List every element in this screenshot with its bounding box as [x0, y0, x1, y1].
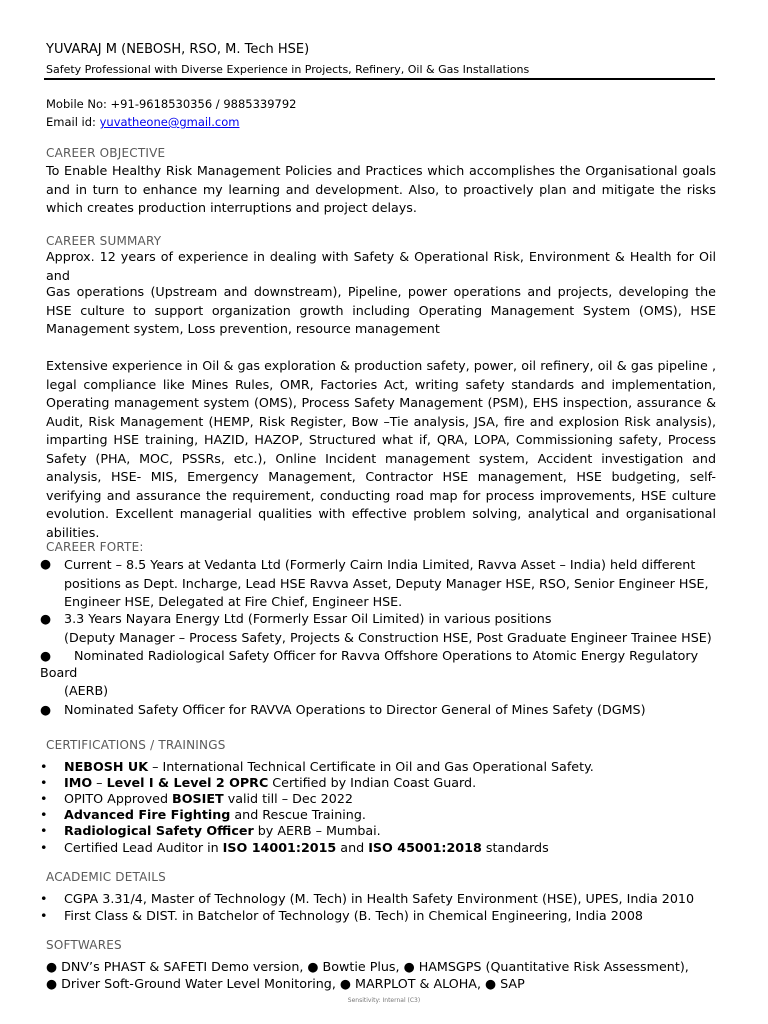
email-label: Email id: [46, 115, 96, 129]
cert-nebosh: • NEBOSH UK – International Technical Certificate in Oil and Gas Operational Safety. [40, 759, 594, 774]
forte-bullet-4: ● [40, 702, 52, 717]
certifications-heading: CERTIFICATIONS / TRAININGS [46, 738, 226, 752]
career-summary-para1: Gas operations (Upstream and downstream), Pipeline, power operations and projects, developing the HSE culture to support organization growth including Operating Management System (OMS), HSE Management system, Loss prevention, resource management [46, 284, 716, 336]
forte-item-rso-aerb: (AERB) [64, 683, 109, 698]
forte-bullet-2: ● [40, 611, 52, 626]
sensitivity-label: Sensitivity: Internal (C3) [347, 997, 421, 1004]
cert-imo: • IMO – Level I & Level 2 OPRC Certified by Indian Coast Guard. [40, 775, 477, 790]
cert-rso: • Radiological Safety Officer by AERB – Mumbai. [40, 823, 381, 838]
credentials: (NEBOSH, RSO, M. Tech HSE) [121, 42, 310, 57]
forte-item-rso: Nominated Radiological Safety Officer for Ravva Offshore Operations to Atomic Energy Regulatory [74, 648, 699, 663]
academic-heading: ACADEMIC DETAILS [46, 870, 166, 884]
mobile-number: Mobile No: +91-9618530356 / 9885339792 [46, 97, 297, 111]
softwares-line-1: ● DNV’s PHAST & SAFETI Demo version, ● Bowtie Plus, ● HAMSGPS (Quantitative Risk Assessment), [46, 959, 689, 974]
email-link[interactable]: yuvatheone@gmail.com [99, 115, 240, 129]
academic-mtech: • CGPA 3.31/4, Master of Technology (M. Tech) in Health Safety Environment (HSE), UPES, India 2010 [40, 891, 695, 906]
career-objective-text: To Enable Healthy Risk Management Policies and Practices which accomplishes the Organisational goals and in turn to enhance my learning and development. Also, to proactively plan and mitigate the risks which creates production interruptions and project delays. [46, 163, 716, 215]
softwares-heading: SOFTWARES [46, 938, 122, 952]
email-row [46, 115, 239, 129]
forte-item-nayara-positions: (Deputy Manager – Process Safety, Projects & Construction HSE, Post Graduate Engineer Trainee HSE) [64, 630, 712, 645]
forte-bullet-1: ● [40, 556, 52, 571]
forte-bullet-3: ● [40, 648, 52, 663]
cert-bosiet: • OPITO Approved BOSIET valid till – Dec 2022 [40, 791, 353, 806]
forte-item-nayara: 3.3 Years Nayara Energy Ltd (Formerly Essar Oil Limited) in various positions [64, 611, 552, 626]
forte-item-vedanta: Current – 8.5 Years at Vedanta Ltd (Formerly Cairn India Limited, Ravva Asset – India) held different positions as Dept. Incharge, Lead HSE Ravva Asset, Deputy Manager HSE, RSO, Senior Engineer HSE, Engineer HSE, Delegated at Fire Chief, Engineer HSE. [64, 557, 709, 609]
cert-fire-fighting: • Advanced Fire Fighting and Rescue Training. [40, 807, 366, 822]
header-divider [44, 78, 715, 80]
forte-item-dgms: Nominated Safety Officer for RAVVA Operations to Director General of Mines Safety (DGMS) [64, 702, 646, 717]
career-objective-heading: CAREER OBJECTIVE [46, 146, 166, 160]
softwares-line-2: ● Driver Soft-Ground Water Level Monitoring, ● MARPLOT & ALOHA, ● SAP [46, 976, 525, 991]
career-summary-para2: Extensive experience in Oil & gas exploration & production safety, power, oil refinery, oil & gas pipeline , legal compliance like Mines Rules, OMR, Factories Act, writing safety standards and implementation, Operating management system (OMS), Process Safety Management (PSM), EHS inspection, assurance & Audit, Risk Management (HEMP, Risk Register, Bow –Tie analysis, JSA, fire and explosion Risk analysis), imparting HSE training, HAZID, HAZOP, Structured what if, QRA, LOPA, Commissioning safety, Process Safety (PHA, MOC, PSSRs, etc.), Online Incident management system, Accident investigation and analysis, HSE- MIS, Emergency Management, Contractor HSE management, HSE budgeting, self- verifying and assurance the requirement, conducting road map for process improvements, HSE culture evolution. Excellent managerial qualities with effective problem solving, analytical and organisational abilities. [46, 358, 716, 540]
tagline: Safety Professional with Diverse Experience in Projects, Refinery, Oil & Gas Installations [46, 63, 530, 76]
cert-lead-auditor: • Certified Lead Auditor in ISO 14001:2015 and ISO 45001:2018 standards [40, 840, 549, 855]
forte-item-rso-board: Board [40, 665, 78, 680]
candidate-name: YUVARAJ M (NEBOSH, RSO, M. Tech HSE) [46, 42, 310, 57]
academic-btech: • First Class & DIST. in Batchelor of Technology (B. Tech) in Chemical Engineering, India 2008 [40, 908, 643, 923]
career-summary-heading: CAREER SUMMARY [46, 234, 162, 248]
career-forte-heading: CAREER FORTE: [46, 540, 144, 554]
career-summary-para1-line1: Approx. 12 years of experience in dealing with Safety & Operational Risk, Environment & Health for Oil and [46, 249, 716, 283]
